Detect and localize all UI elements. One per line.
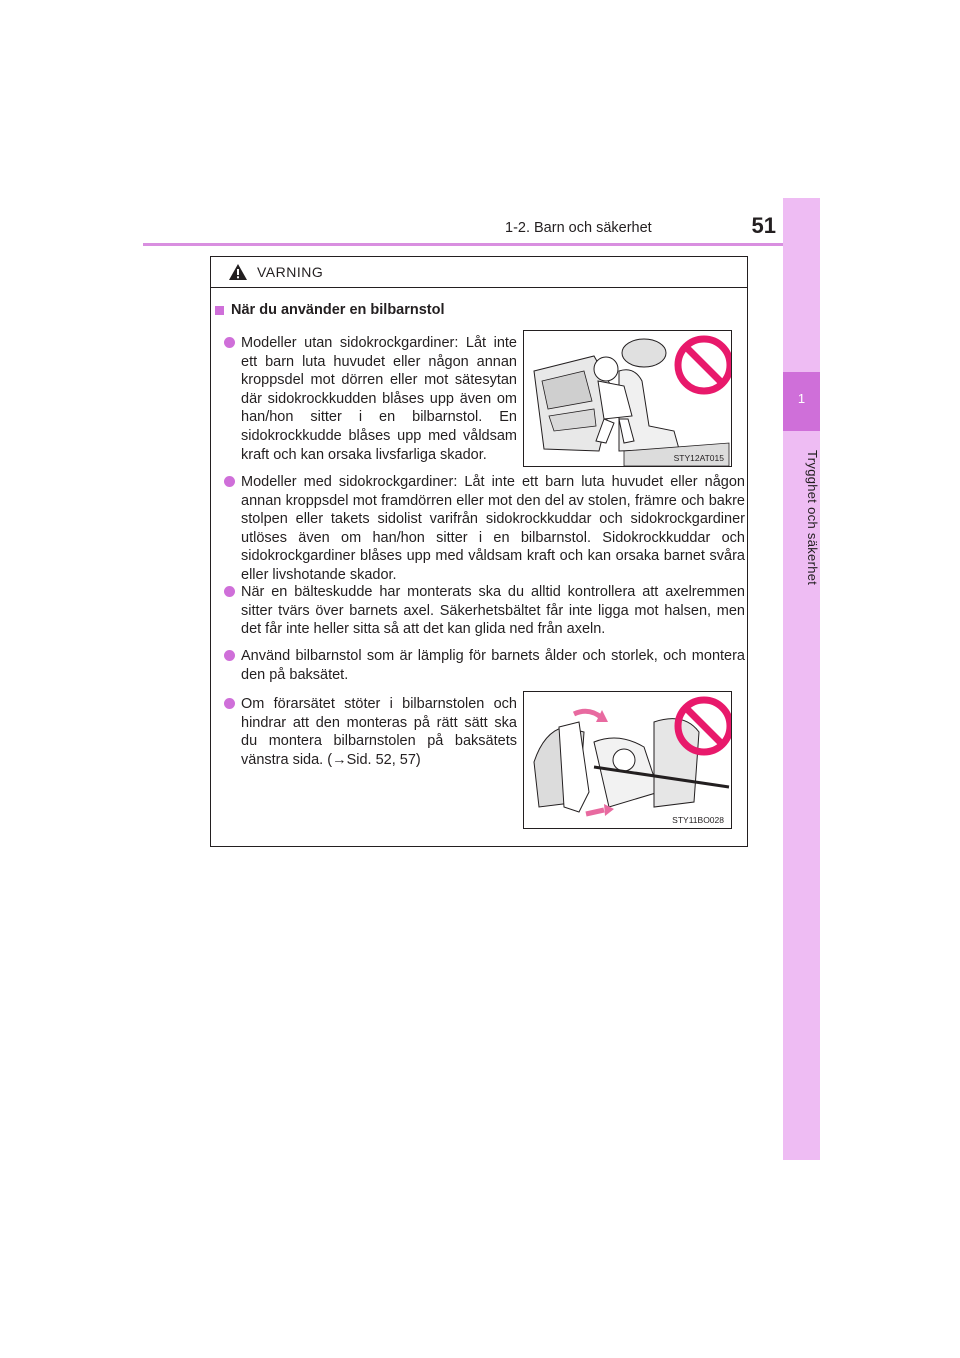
driver-seat-illustration-icon — [524, 692, 731, 828]
warning-item-text: Modeller utan sidokrockgardiner: Låt inte ett barn luta huvudet eller någon annan kroppsdel mot dörren eller mot sätesytan där sidokrockkudden blåses upp även om han/hon sitter i en bilbarnstol. En sidokrockkudde blåses upp med våldsam kraft och kan orsaka livsfarliga skador. — [241, 335, 517, 463]
warning-item — [241, 473, 745, 585]
warning-item — [241, 334, 517, 464]
warning-item — [241, 647, 745, 684]
figure-code: STY12AT015 — [673, 453, 724, 463]
warning-item — [241, 583, 745, 639]
warning-item — [241, 695, 517, 769]
header-divider — [143, 243, 819, 246]
chapter-number: 1 — [797, 391, 806, 406]
bullet-icon — [224, 337, 235, 348]
figure-driver-seat-collision — [523, 691, 732, 829]
chapter-label: Trygghet och säkerhet — [805, 449, 820, 586]
warning-title: VARNING — [257, 264, 324, 280]
figure-code: STY11BO028 — [672, 815, 724, 825]
section-title: 1-2. Barn och säkerhet — [505, 220, 652, 236]
chapter-side-tab — [783, 198, 820, 1160]
warning-triangle-icon — [228, 263, 248, 281]
bullet-icon — [224, 698, 235, 709]
warning-item-text: När en bälteskudde har monterats ska du alltid kontrollera att axelremmen sitter tvärs över barnets axel. Säkerhetsbältet får inte ligga mot halsen, men det får inte heller sitta så att det kan glida ned från axeln. — [241, 584, 745, 638]
child-seat-illustration-icon — [524, 331, 731, 466]
bullet-icon — [224, 650, 235, 661]
warning-header — [211, 257, 747, 288]
bullet-icon — [224, 586, 235, 597]
warning-item-text: Modeller med sidokrockgardiner: Låt inte ett barn luta huvudet eller någon annan kroppsdel mot framdörren eller mot den del av stolen, främre och bakre stolpen eller takets sidolist varifrån sidokrockkuddar och sidokrockgardiner utlöses även om han/hon sitter i en bilbarnstol. Sidokrockkuddar och sidokrockgardiner blåses upp med våldsam kraft och kan orsaka barnet svåra eller livshotande skador. — [241, 474, 745, 583]
warning-subheading — [215, 302, 445, 318]
bullet-icon — [224, 476, 235, 487]
warning-box — [210, 256, 748, 847]
figure-side-airbag-child — [523, 330, 732, 467]
page-number: 51 — [751, 213, 776, 238]
subheading-text: När du använder en bilbarnstol — [231, 302, 445, 318]
warning-item-text: Använd bilbarnstol som är lämplig för barnets ålder och storlek, och montera den på baksätet. — [241, 648, 745, 683]
warning-item-text: Om förarsätet stöter i bilbarnstolen och hindrar att den monteras på rätt sätt ska du montera bilbarnstolen på baksätets vänstra sida. (→Sid. 52, 57) — [241, 696, 517, 768]
square-bullet-icon — [215, 306, 224, 315]
